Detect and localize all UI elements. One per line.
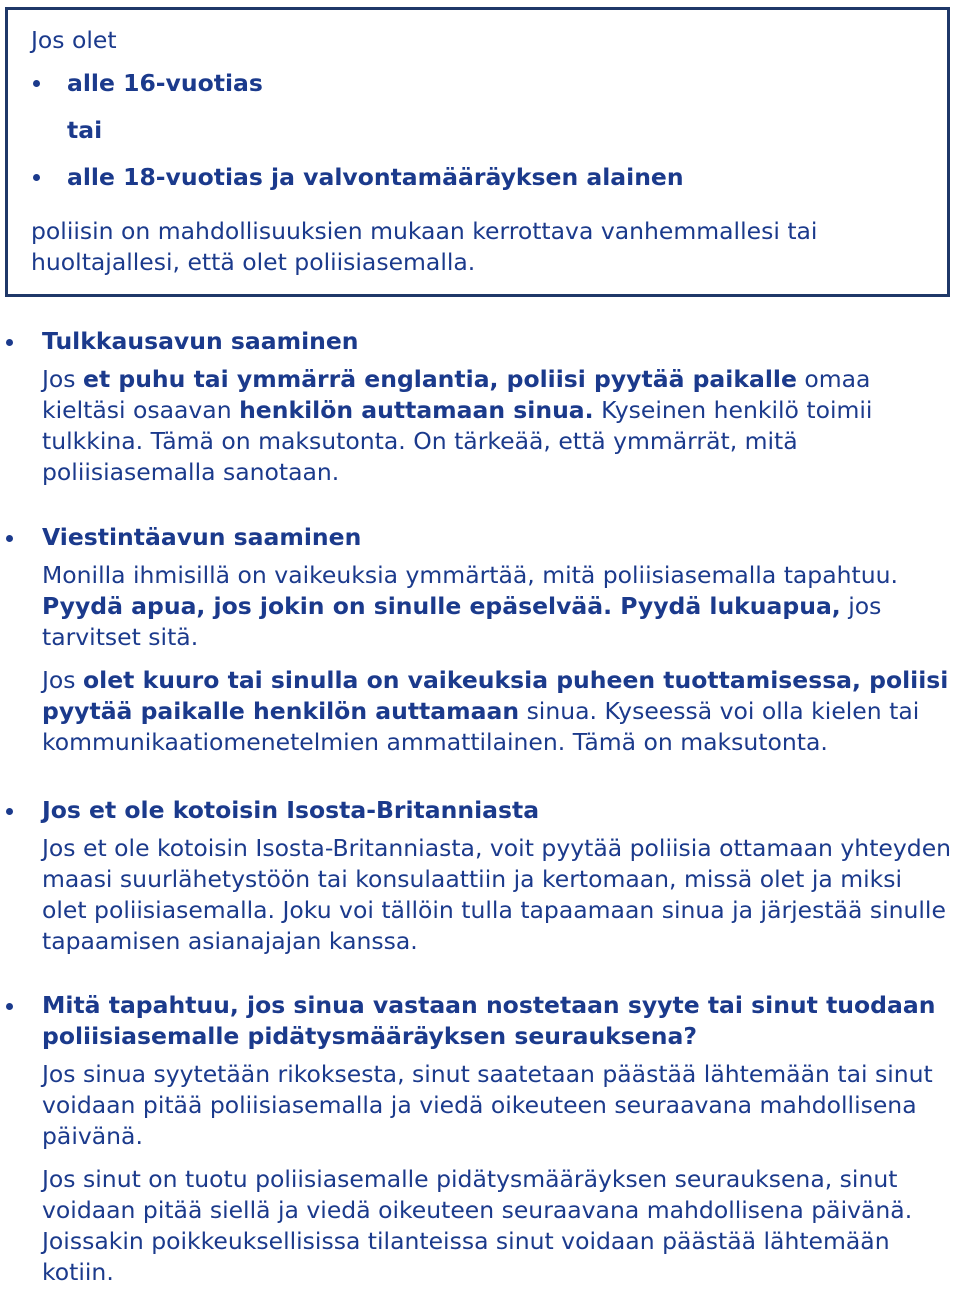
communication-heading: Viestintäavun saaminen [0,522,960,553]
section-foreign [0,795,960,957]
notice-box [5,7,950,297]
communication-text [0,560,960,653]
foreign-text: Jos et ole kotoisin Isosta-Britanniasta, voit pyytää poliisia ottamaan yhteyden maasi suurlähetystöön tai konsulaattiin ja kertomaan, missä olet ja miksi olet poliisiasemalla. Joku voi tällöin tulla tapaamaan sinua ja järjestää sinulle tapaamisen asianajajan kanssa. [42,834,952,955]
bold-run: et puhu tai ymmärrä englantia, poliisi pyytää paikalle [83,365,797,393]
text-run: jos tarvitset sitä. [42,592,882,651]
bold-run: henkilön auttamaan sinua. [239,396,594,424]
section-communication [0,522,960,758]
box-intro: Jos olet [31,26,117,54]
text-run: Jos [42,365,84,393]
charged-text-2: Jos sinut on tuotu poliisiasemalle pidätysmääräyksen seurauksena, sinut voidaan pitää siellä ja viedä oikeuteen seuraavana mahdollisena päivänä. Joissakin poikkeuksellisissa tilanteissa sinut voidaan päästää lähtemään kotiin. [42,1165,913,1286]
box-conclusion: poliisin on mahdollisuuksien mukaan kerrottava vanhemmallesi tai huoltajallesi, että olet poliisiasemalla. [31,217,818,276]
condition-under-18: alle 18-vuotias ja valvontamääräyksen alainen [31,157,947,197]
foreign-heading: Jos et ole kotoisin Isosta-Britanniasta [0,795,960,826]
condition-list [31,63,947,197]
text-run: Monilla ihmisillä on vaikeuksia ymmärtää, mitä poliisiasemalla tapahtuu. [42,561,898,589]
bold-run: Pyydä apua, jos jokin on sinulle epäselvää. Pyydä lukuapua, [42,592,841,620]
charged-text-1: Jos sinua syytetään rikoksesta, sinut saatetaan päästää lähtemään tai sinut voidaan pitää poliisiasemalla ja viedä oikeuteen seuraavana mahdollisena päivänä. [42,1060,933,1150]
text-run: Kyseinen henkilö toimii tulkkina. Tämä on maksutonta. On tärkeää, että ymmärrät, mitä poliisiasemalla sanotaan. [42,396,873,486]
condition-under-16: alle 16-vuotias [31,63,947,103]
section-interpretation [0,326,960,488]
communication-deaf-text [0,665,960,758]
condition-or: tai [67,116,103,144]
charged-heading: Mitä tapahtuu, jos sinua vastaan nostetaan syyte tai sinut tuodaan poliisiasemalle pidätysmääräyksen seurauksena? [0,990,960,1052]
text-run: sinua. Kyseessä voi olla kielen tai kommunikaatiomenetelmien ammattilainen. Tämä on maksutonta. [42,697,920,756]
text-run: omaa kieltäsi osaavan [42,365,871,424]
text-run: Jos [42,666,84,694]
section-charged [0,990,960,1288]
interpretation-text [0,364,960,488]
bold-run: olet kuuro tai sinulla on vaikeuksia puheen tuottamisessa, poliisi pyytää paikalle henkilön auttamaan [42,666,949,725]
interpretation-heading: Tulkkausavun saaminen [0,326,960,357]
